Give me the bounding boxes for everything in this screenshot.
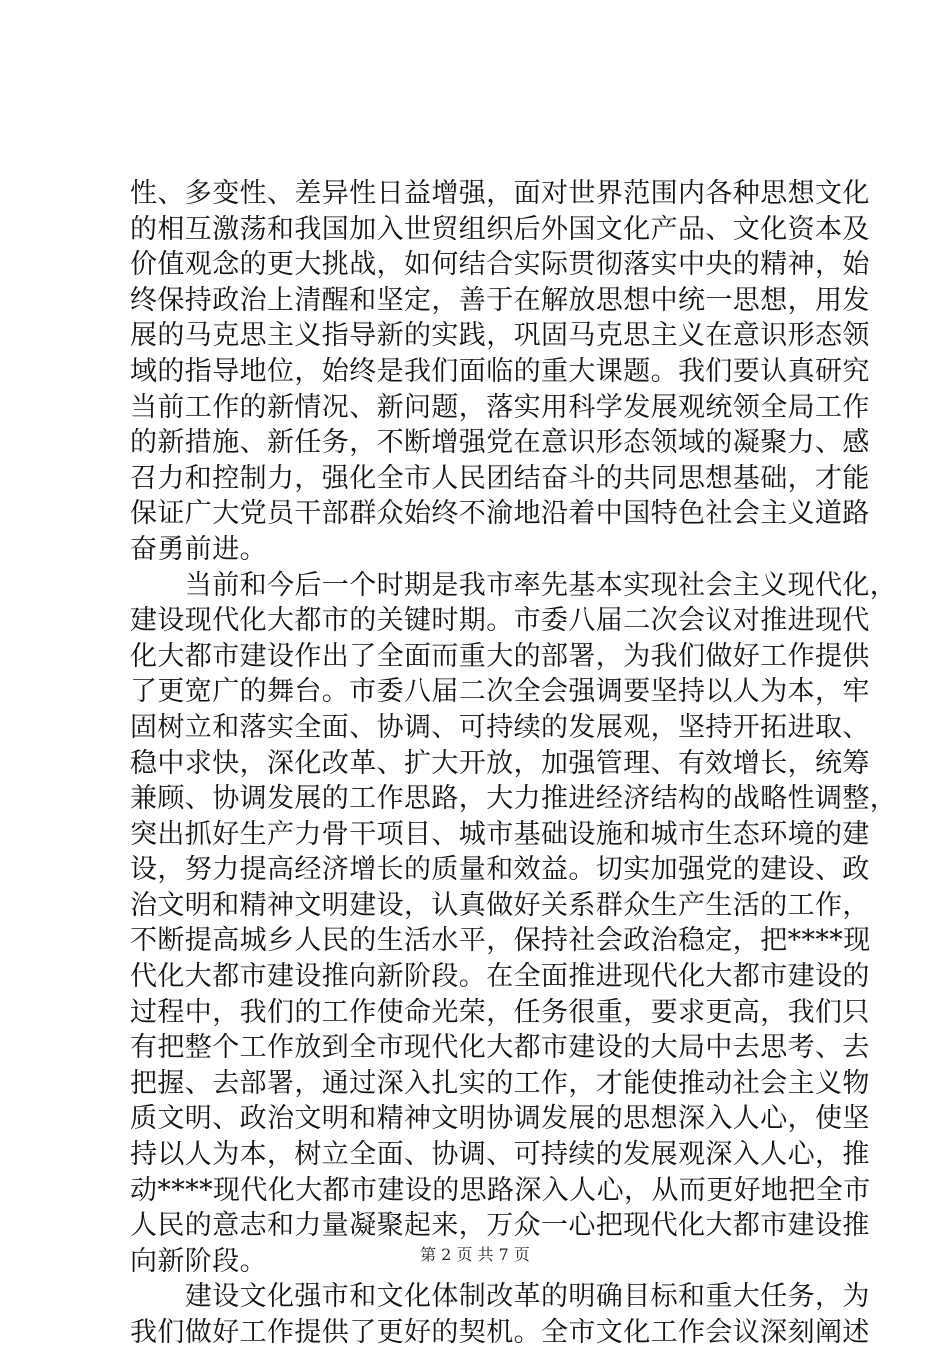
- text-line: 了更宽广的舞台。市委八届二次全会强调要坚持以人为本，牢: [130, 676, 870, 708]
- text-line: 性、多变性、差异性日益增强，面对世界范围内各种思想文化: [130, 178, 870, 209]
- text-line: 过程中，我们的工作使命光荣，任务很重，要求更高，我们只: [130, 996, 870, 1028]
- text-line: 建设现代化大都市的关键时期。市委八届二次会议对推进现代: [130, 605, 870, 637]
- text-line: 持以人为本，树立全面、协调、可持续的发展观深入人心，推: [130, 1139, 870, 1171]
- text-line: 化大都市建设作出了全面而重大的部署，为我们做好工作提供: [130, 640, 870, 672]
- text-line: 把握、去部署，通过深入扎实的工作，才能使推动社会主义物: [130, 1067, 870, 1099]
- text-line: 当前和今后一个时期是我市率先基本实现社会主义现代化，: [130, 569, 898, 601]
- text-line: 展的马克思主义指导新的实践，巩固马克思主义在意识形态领: [130, 320, 870, 352]
- text-line: 不断提高城乡人民的生活水平，保持社会政治稳定，把****现: [130, 925, 871, 957]
- text-line: 稳中求快，深化改革、扩大开放，加强管理、有效增长，统筹: [130, 747, 870, 779]
- text-line: 兼顾、协调发展的工作思路，大力推进经济结构的战略性调整，: [130, 783, 898, 815]
- text-line: 域的指导地位，始终是我们面临的重大课题。我们要认真研究: [130, 355, 870, 387]
- text-line: 当前工作的新情况、新问题，落实用科学发展观统领全局工作: [130, 391, 870, 423]
- text-line: 的新措施、新任务，不断增强党在意识形态领域的凝聚力、感: [130, 427, 870, 459]
- text-line: 人民的意志和力量凝聚起来，万众一心把现代化大都市建设推: [130, 1210, 870, 1242]
- text-line: 突出抓好生产力骨干项目、城市基础设施和城市生态环境的建: [130, 818, 870, 850]
- text-line: 价值观念的更大挑战，如何结合实际贯彻落实中央的精神，始: [130, 249, 870, 281]
- text-line: 设，努力提高经济增长的质量和效益。切实加强党的建设、政: [130, 854, 870, 886]
- text-line: 治文明和精神文明建设，认真做好关系群众生产生活的工作，: [130, 889, 870, 921]
- text-line: 代化大都市建设推向新阶段。在全面推进现代化大都市建设的: [130, 961, 870, 993]
- text-line: 的相互激荡和我国加入世贸组织后外国文化产品、文化资本及: [130, 213, 870, 245]
- text-line: 动****现代化大都市建设的思路深入人心，从而更好地把全市: [130, 1174, 871, 1206]
- text-line: 奋勇前进。: [130, 533, 267, 565]
- text-line: 有把整个工作放到全市现代化大都市建设的大局中去思考、去: [130, 1032, 870, 1064]
- text-line: 终保持政治上清醒和坚定，善于在解放思想中统一思想，用发: [130, 284, 870, 316]
- text-line: 保证广大党员干部群众始终不渝地沿着中国特色社会主义道路: [130, 498, 870, 530]
- text-line: 召力和控制力，强化全市人民团结奋斗的共同思想基础，才能: [130, 462, 870, 494]
- page-number-footer: 第 2 页 共 7 页: [420, 1245, 530, 1264]
- text-line: 固树立和落实全面、协调、可持续的发展观，坚持开拓进取、: [130, 711, 870, 743]
- text-line: 向新阶段。: [130, 1245, 267, 1277]
- text-line: 质文明、政治文明和精神文明协调发展的思想深入人心，使坚: [130, 1103, 870, 1135]
- text-line: 我们做好工作提供了更好的契机。全市文化工作会议深刻阐述: [130, 1317, 870, 1348]
- text-line: 建设文化强市和文化体制改革的明确目标和重大任务，为: [130, 1281, 870, 1313]
- body-text: [130, 176, 898, 1351]
